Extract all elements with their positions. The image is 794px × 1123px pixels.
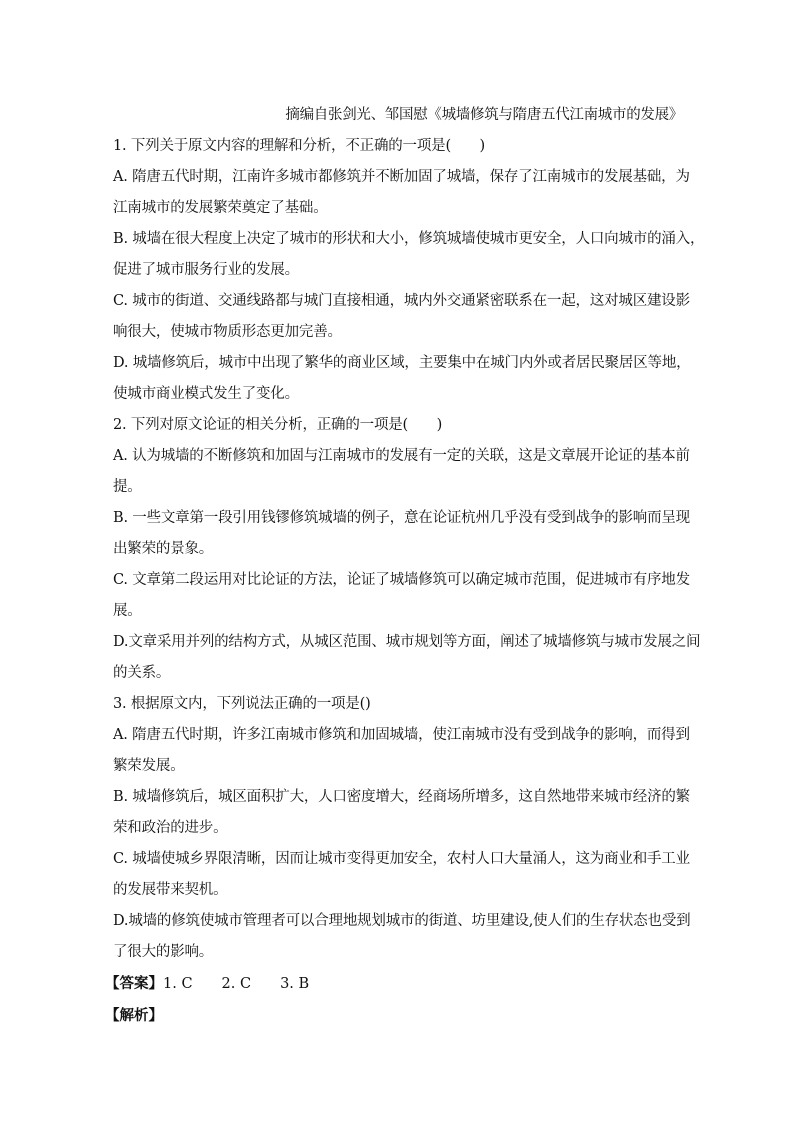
answer-text: 1. C 2. C 3. B: [163, 976, 310, 992]
option-line: 展。: [113, 603, 142, 619]
option-line: C. 城墙使城乡界限清晰，因而让城市变得更加安全，农村人口大量涌人，这为商业和手工业: [113, 851, 690, 867]
option-line: 的关系。: [113, 665, 171, 681]
option-line: A. 隋唐五代时期，江南许多城市都修筑并不断加固了城墙，保存了江南城市的发展基础，为: [113, 169, 690, 185]
option-b: [113, 782, 690, 844]
question-1: [113, 131, 705, 410]
option-line: D. 城墙修筑后，城市中出现了繁华的商业区域，主要集中在城门内外或者居民聚居区等地，: [113, 355, 691, 371]
option-line: D.城墙的修筑使城市管理者可以合理地规划城市的街道、坊里建设,使人们的生存状态也受到: [113, 913, 691, 929]
option-a: [113, 720, 690, 782]
option-line: D.文章采用并列的结构方式，从城区范围、城市规划等方面，阐述了城墙修筑与城市发展之间: [113, 634, 701, 650]
option-c: [113, 844, 690, 906]
answer-label: 【答案】: [105, 975, 163, 992]
option-line: C. 城市的街道、交通线路都与城门直接相通，城内外交通紧密联系在一起，这对城区建设影: [113, 293, 690, 309]
answer-line: [105, 968, 683, 1000]
option-line: C. 文章第二段运用对比论证的方法，论证了城墙修筑可以确定城市范围，促进城市有序地发: [113, 572, 690, 588]
option-line: 繁荣发展。: [113, 758, 185, 774]
option-line: 了很大的影响。: [113, 944, 214, 960]
option-a: [113, 162, 690, 224]
option-d: [113, 348, 691, 410]
option-b: [113, 503, 690, 565]
option-line: B. 城墙在很大程度上决定了城市的形状和大小，修筑城墙使城市更安全，人口向城市的涌入，: [113, 231, 705, 247]
option-line: 的发展带来契机。: [113, 882, 228, 898]
question-stem: 2. 下列对原文论证的相关分析，正确的一项是( ): [113, 417, 443, 433]
question-2: [113, 410, 701, 689]
option-line: 荣和政治的进步。: [113, 820, 228, 836]
option-c: [113, 565, 690, 627]
option-line: 出繁荣的景象。: [113, 541, 214, 557]
option-line: B. 城墙修筑后，城区面积扩大，人口密度增大，经商场所增多，这自然地带来城市经济的繁: [113, 789, 690, 805]
option-line: 响很大，使城市物质形态更加完善。: [113, 324, 342, 340]
option-a: [113, 441, 690, 503]
question-stem: 3. 根据原文内，下列说法正确的一项是(): [113, 696, 371, 712]
option-line: B. 一些文章第一段引用钱镠修筑城墙的例子，意在论证杭州几乎没有受到战争的影响而呈现: [113, 510, 690, 526]
option-b: [113, 224, 705, 286]
option-line: A. 认为城墙的不断修筑和加固与江南城市的发展有一定的关联，这是文章展开论证的基本前: [113, 448, 690, 464]
option-d: [113, 627, 701, 689]
question-3: [113, 689, 691, 968]
option-line: 江南城市的发展繁荣奠定了基础。: [113, 200, 328, 216]
option-c: [113, 286, 690, 348]
option-line: 使城市商业模式发生了变化。: [113, 386, 299, 402]
option-line: A. 隋唐五代时期，许多江南城市修筑和加固城墙，使江南城市没有受到战争的影响，而得到: [113, 727, 690, 743]
option-line: 促进了城市服务行业的发展。: [113, 262, 299, 278]
option-d: [113, 906, 691, 968]
document-content: [105, 100, 705, 1031]
option-line: 提。: [113, 479, 142, 495]
source-attribution: 摘编自张剑光、邹国慰《城墙修筑与隋唐五代江南城市的发展》: [285, 107, 683, 123]
analysis-label: 【解析】: [105, 1007, 163, 1024]
question-stem: 1. 下列关于原文内容的理解和分析，不正确的一项是( ): [113, 138, 485, 154]
